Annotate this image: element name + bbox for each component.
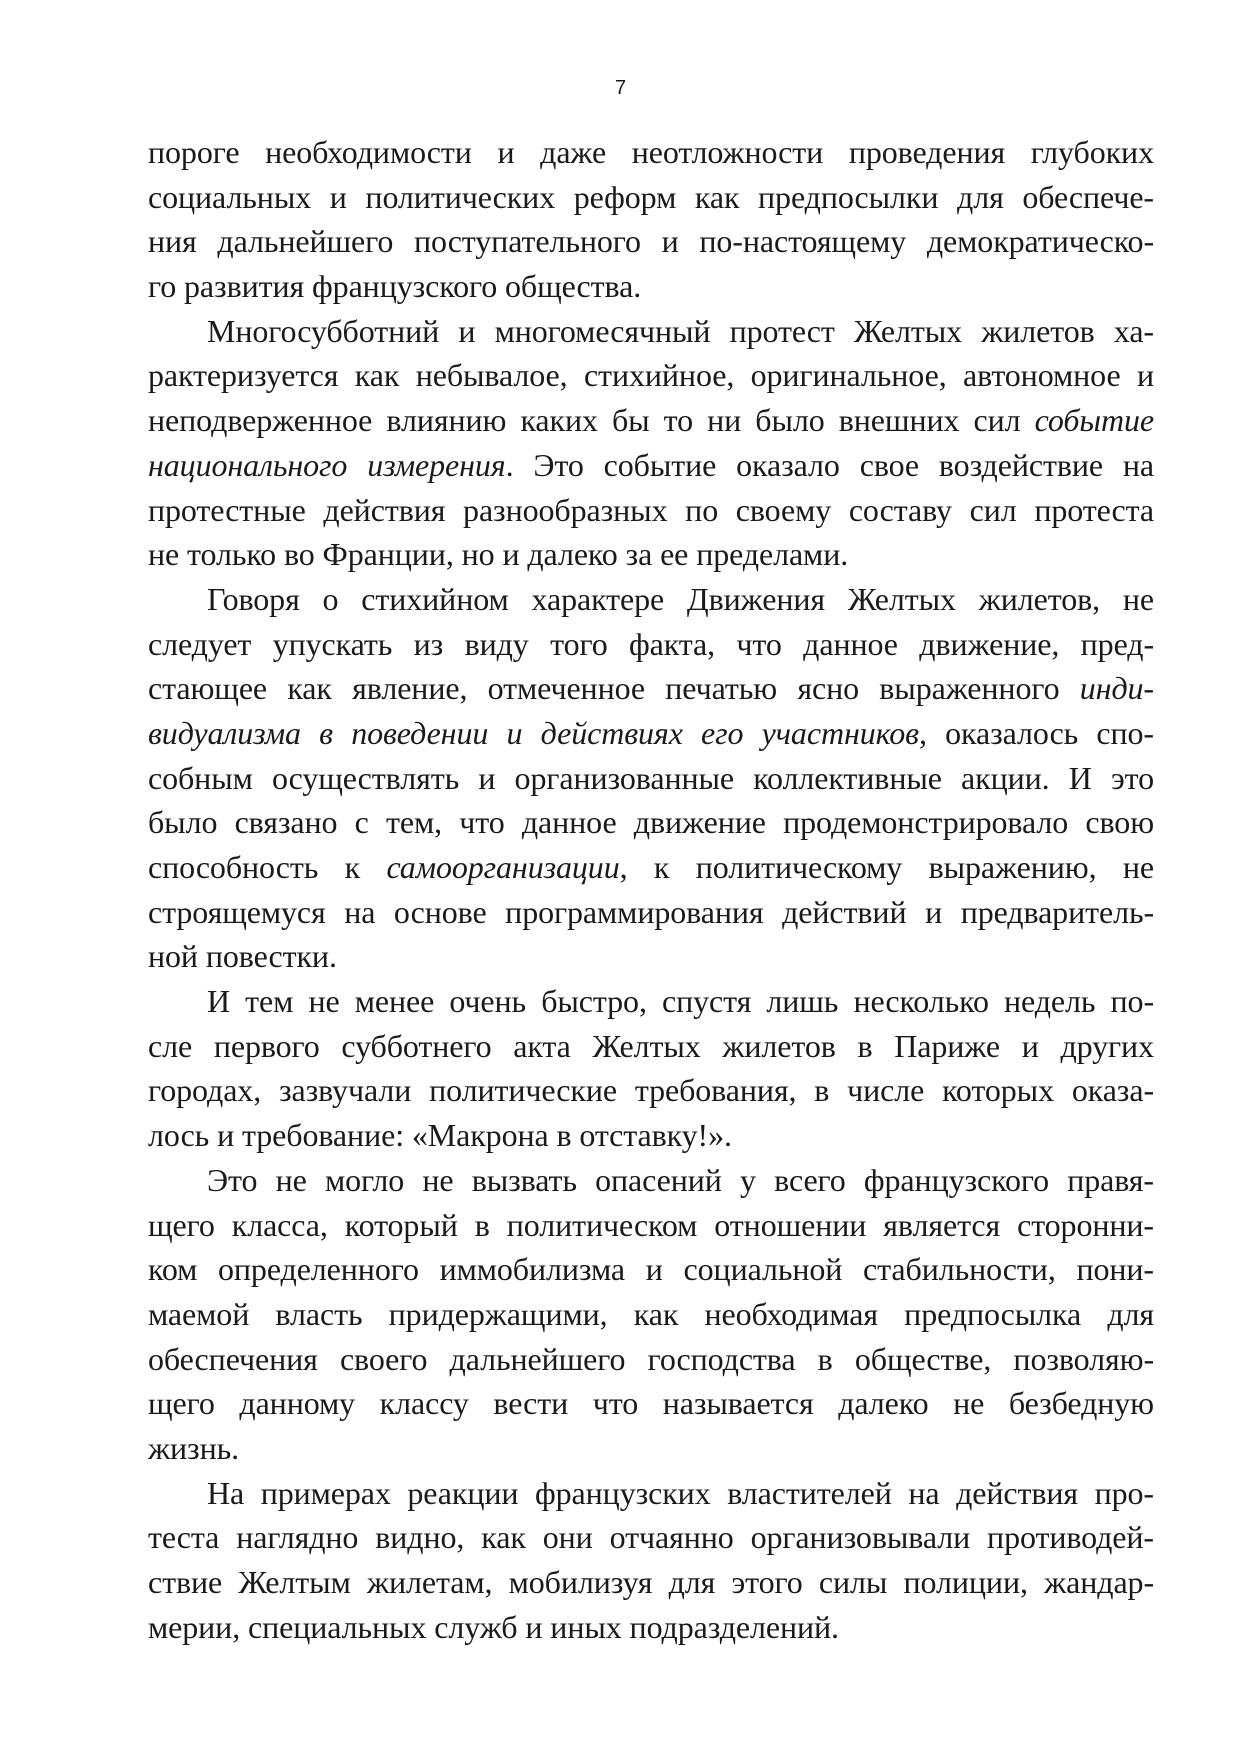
- text-line: маемой власть придержащими, как необходимая предпосылка для: [148, 1295, 1154, 1332]
- text-run: неподверженное влиянию каких бы то ни было внешних сил: [148, 402, 1035, 439]
- text-line: обеспечения своего дальнейшего господства в обществе, позволяю-: [148, 1340, 1154, 1377]
- paragraph: [148, 309, 1154, 577]
- text-line: щего класса, который в политическом отношении является сторонни-: [148, 1206, 1154, 1243]
- text-run: способность к: [148, 849, 387, 885]
- text-line: теста наглядно видно, как они отчаянно организовывали противодей-: [148, 1519, 1154, 1556]
- text-line: рактеризуется как небывалое, стихийное, оригинальное, автономное и: [148, 357, 1154, 394]
- text-line: было связано с тем, что данное движение продемонстрировало свою: [148, 804, 1154, 841]
- text-line: жизнь.: [148, 1429, 239, 1466]
- emphasis-text: инди-: [1079, 670, 1154, 707]
- text-line: И тем не менее очень быстро, спустя лишь несколько недель по-: [207, 983, 1154, 1020]
- paragraph: [148, 1471, 1154, 1650]
- text-line: пороге необходимости и даже неотложности проведения глубоких: [148, 134, 1154, 170]
- text-line: [148, 845, 1154, 890]
- text-line: не только во Франции, но и далеко за ее пределами.: [148, 536, 849, 573]
- paragraph: [148, 979, 1154, 1158]
- text-line: протестные действия разнообразных по своему составу сил протеста: [148, 491, 1154, 528]
- text-line: [148, 443, 1154, 488]
- text-line: следует упускать из виду того факта, что данное движение, пред-: [148, 625, 1154, 662]
- text-line: Говоря о стихийном характере Движения Желтых жилетов, не: [207, 580, 1154, 617]
- text-line: го развития французского общества.: [148, 268, 642, 305]
- text-line: городах, зазвучали политические требования, в числе которых оказа-: [148, 1072, 1154, 1109]
- text-line: ком определенного иммобилизма и социальной стабильности, пони-: [148, 1251, 1154, 1288]
- text-line: социальных и политических реформ как предпосылки для обеспече-: [148, 178, 1154, 215]
- text-run: . Это событие оказало свое воздействие на: [505, 446, 1155, 483]
- page-number: 7: [614, 77, 627, 99]
- text-run: , оказалось спо-: [918, 714, 1154, 751]
- text-line: ствие Желтым жилетам, мобилизуя для этого силы полиции, жандар-: [148, 1564, 1154, 1600]
- text-line: лось и требование: «Макрона в отставку!».: [148, 1117, 732, 1154]
- text-line: На примерах реакции французских властителей на действия про-: [207, 1474, 1154, 1511]
- text-line: ния дальнейшего поступательного и по-настоящему демократическо-: [148, 223, 1154, 260]
- text-line: щего данному классу вести что называется далеко не безбедную: [148, 1385, 1154, 1422]
- text-line: [148, 666, 1154, 711]
- paragraph: [148, 130, 1154, 309]
- paragraph: [148, 1158, 1154, 1471]
- emphasis-text: самоорганизации: [386, 849, 620, 885]
- text-line: ной повестки.: [148, 938, 337, 975]
- emphasis-text: национального измерения: [148, 446, 506, 483]
- emphasis-text: видуализма в поведении и действиях его участников: [148, 714, 919, 751]
- text-line: собным осуществлять и организованные коллективные акции. И это: [148, 759, 1154, 796]
- text-line: [148, 711, 1154, 756]
- text-line: Многосубботний и многомесячный протест Желтых жилетов ха-: [207, 312, 1154, 349]
- text-run: стающее как явление, отмеченное печатью ясно выраженного: [148, 670, 1080, 707]
- emphasis-text: событие: [1034, 402, 1154, 439]
- text-line: строящемуся на основе программирования действий и предваритель-: [148, 893, 1154, 930]
- document-body: [148, 130, 1154, 1649]
- text-line: мерии, специальных служб и иных подразделений.: [148, 1608, 839, 1645]
- text-line: Это не могло не вызвать опасений у всего французского правя-: [207, 1161, 1154, 1198]
- text-line: [148, 398, 1154, 443]
- text-run: , к политическому выражению, не: [619, 849, 1154, 885]
- text-line: сле первого субботнего акта Желтых жилетов в Париже и других: [148, 1027, 1154, 1064]
- paragraph: [148, 577, 1154, 979]
